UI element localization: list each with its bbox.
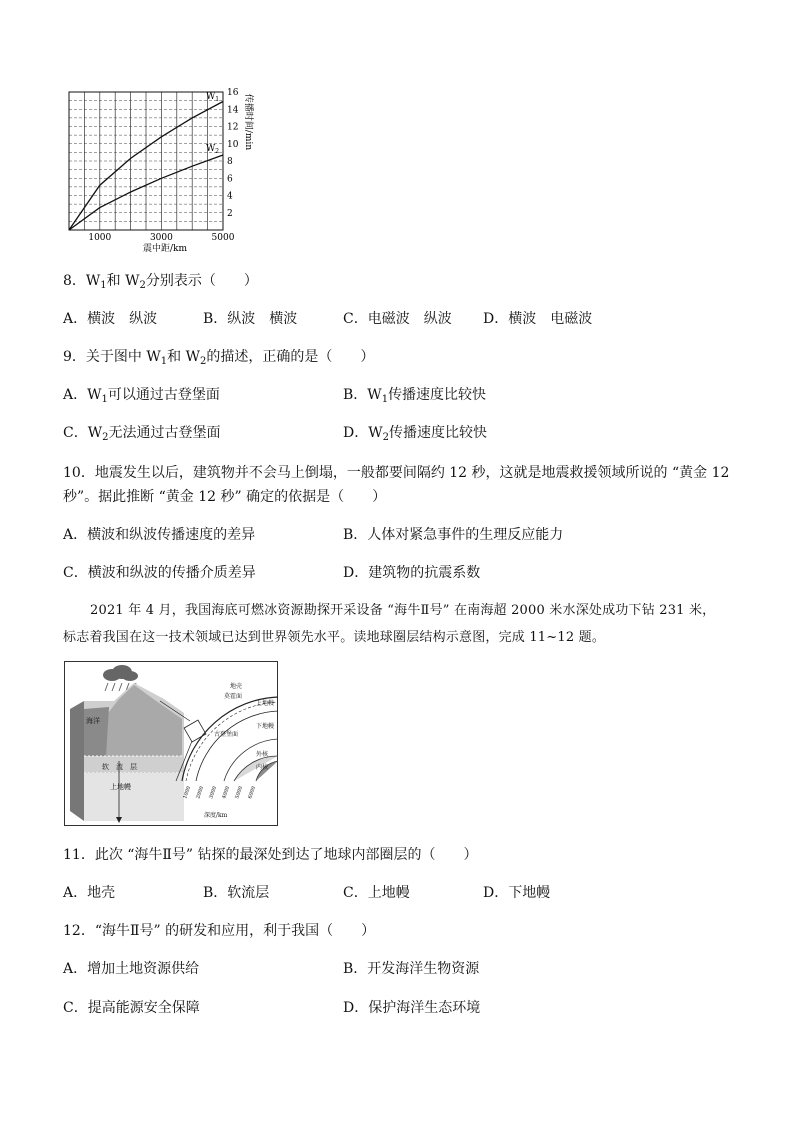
label-gutenberg: 古登堡面 xyxy=(214,731,239,738)
y-axis-label: 传播时间/min xyxy=(243,93,253,151)
question-12-stem: 12．“海牛Ⅱ号” 的研发和应用，利于我国（ ） xyxy=(63,923,376,939)
depth-tick-4000: 4000 xyxy=(221,785,232,800)
x-axis-label: 震中距/km xyxy=(142,244,188,254)
label-ocean: 海洋 xyxy=(86,717,100,725)
y-tick-label: 4 xyxy=(227,191,233,202)
label-upper-mantle-left: 上地幔 xyxy=(110,783,131,791)
question-10-option-d[interactable]: D．建筑物的抗震系数 xyxy=(343,565,481,581)
label-asthenosphere: 软 流 层 xyxy=(102,763,137,771)
crust-block-diagram xyxy=(70,683,184,823)
question-10-stem-line1: 10．地震发生以后，建筑物并不会马上倒塌，一般都要间隔约 12 秒，这就是地震救援领域所说的 “黄金 12 xyxy=(63,465,730,481)
depth-tick-5000: 5000 xyxy=(234,785,245,800)
series-label-w2: $W_2$ xyxy=(206,144,220,155)
question-8-option-a[interactable]: A．横波 纵波 xyxy=(63,311,158,327)
y-tick-label: 14 xyxy=(227,105,239,116)
label-outer-core: 外核 xyxy=(256,751,269,758)
travel-time-chart xyxy=(55,80,270,255)
question-11-option-a[interactable]: A．地壳 xyxy=(63,885,116,901)
question-9-option-b[interactable]: B．$W_1$传播速度比较快 xyxy=(343,387,487,405)
question-10-option-a[interactable]: A．横波和纵波传播速度的差异 xyxy=(63,527,256,543)
question-12-option-c[interactable]: C．提高能源安全保障 xyxy=(63,1000,200,1016)
depth-tick-1000: 1000 xyxy=(182,785,193,800)
x-tick-label: 1000 xyxy=(88,233,112,243)
question-11-option-c[interactable]: C．上地幔 xyxy=(343,885,410,901)
question-11-stem: 11．此次 “海牛Ⅱ号” 钻探的最深处到达了地球内部圈层的（ ） xyxy=(63,847,478,863)
series-label-w1: $W_1$ xyxy=(206,92,220,103)
question-11-option-b[interactable]: B．软流层 xyxy=(203,885,270,901)
question-9-option-c[interactable]: C．$W_2$无法通过古登堡面 xyxy=(63,425,221,443)
y-tick-label: 12 xyxy=(227,122,239,133)
question-10-option-c[interactable]: C．横波和纵波的传播介质差异 xyxy=(63,565,256,581)
label-moho: 莫霍面 xyxy=(224,693,243,700)
y-tick-label: 10 xyxy=(227,139,239,150)
y-tick-label: 16 xyxy=(227,88,239,98)
question-10-stem-line2: 秒”。据此推断 “黄金 12 秒” 确定的依据是（ ） xyxy=(63,489,387,505)
question-12-option-a[interactable]: A．增加土地资源供给 xyxy=(63,961,200,977)
y-tick-label: 2 xyxy=(227,208,233,219)
question-9-stem: 9．关于图中 $W_1$和 $W_2$的描述，正确的是（ ） xyxy=(63,349,375,367)
earth-layers-figure xyxy=(64,661,278,826)
y-tick-label: 8 xyxy=(227,157,233,167)
y-tick-label: 6 xyxy=(227,174,233,185)
label-lower-mantle: 下地幔 xyxy=(256,723,275,730)
label-inner-core: 内核 xyxy=(256,764,269,771)
question-9-option-d[interactable]: D．$W_2$传播速度比较快 xyxy=(343,425,487,443)
question-10-option-b[interactable]: B．人体对紧急事件的生理反应能力 xyxy=(343,527,564,543)
chart-ticks xyxy=(88,88,238,243)
question-8-option-b[interactable]: B．纵波 横波 xyxy=(203,311,298,327)
passage-line-1: 2021 年 4 月，我国海底可燃冰资源勘探开采设备 “海牛Ⅱ号” 在南海超 2000 米水深处成功下钻 231 米， xyxy=(90,603,716,618)
question-12-option-d[interactable]: D．保护海洋生态环境 xyxy=(343,1000,481,1016)
depth-tick-3000: 3000 xyxy=(208,785,219,800)
reading-passage xyxy=(63,597,743,651)
question-8-stem: 8．$W_1$和 $W_2$分别表示（ ） xyxy=(63,273,258,291)
depth-tick-6000: 6000 xyxy=(247,785,258,800)
x-tick-label: 5000 xyxy=(211,233,235,243)
question-8-option-d[interactable]: D．横波 电磁波 xyxy=(483,311,593,327)
x-tick-label: 3000 xyxy=(149,233,173,243)
question-9-option-a[interactable]: A．$W_1$可以通过古登堡面 xyxy=(63,387,220,405)
depth-axis-label: 深度/km xyxy=(204,812,228,819)
label-crust: 地壳 xyxy=(230,683,243,690)
question-8-option-c[interactable]: C．电磁波 纵波 xyxy=(343,311,452,327)
question-12-option-b[interactable]: B．开发海洋生物资源 xyxy=(343,961,480,977)
chart-grid xyxy=(69,92,223,230)
depth-tick-2000: 2000 xyxy=(195,785,206,800)
passage-line-2: 标志着我国在这一技术领域已达到世界领先水平。读地球圈层结构示意图，完成 11~12 题。 xyxy=(63,630,606,645)
question-11-option-d[interactable]: D．下地幔 xyxy=(483,885,551,901)
label-upper-mantle: 上地幔 xyxy=(256,700,275,707)
